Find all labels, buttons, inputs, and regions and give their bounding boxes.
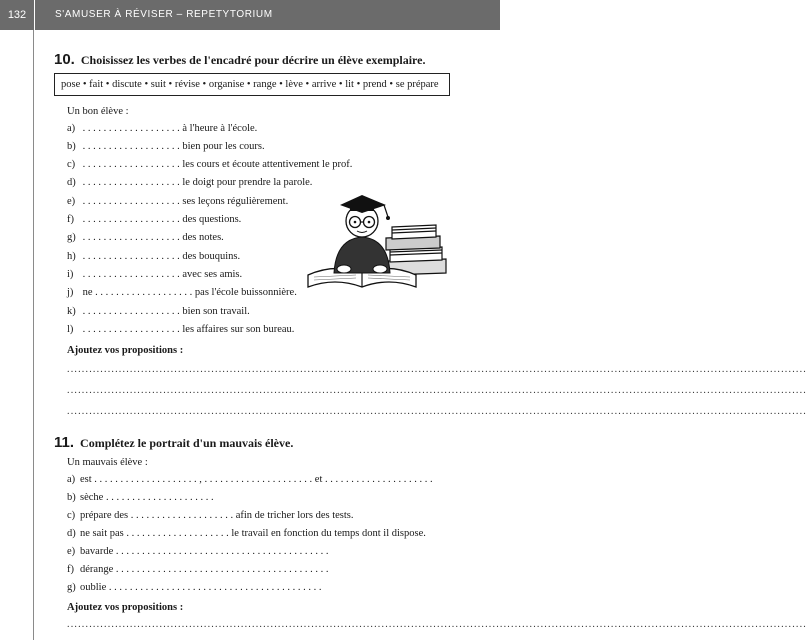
line-label: i): [67, 269, 74, 280]
line-label: l): [67, 324, 74, 335]
line-text: . . . . . . . . . . . . . . . . . . . à l'heure à l'école.: [80, 123, 258, 134]
proposals-label: Ajoutez vos propositions :: [67, 345, 184, 356]
answer-line[interactable]: ........................................................................................................................................................................................................: [67, 364, 807, 375]
exercise-line[interactable]: [67, 177, 312, 188]
line-text: . . . . . . . . . . . . . . . . . . . des bouquins.: [80, 251, 241, 262]
line-label: e): [67, 196, 76, 207]
verb-box: pose • fait • discute • suit • révise • organise • range • lève • arrive • lit • prend • se prépare: [54, 73, 450, 96]
line-text: ne . . . . . . . . . . . . . . . . . . . pas l'école buissonnière.: [80, 287, 297, 298]
line-text: . . . . . . . . . . . . . . . . . . . avec ses amis.: [80, 269, 243, 280]
line-label: g): [67, 582, 76, 593]
exercise-10-intro: Un bon élève :: [67, 106, 129, 117]
line-text: ne sait pas . . . . . . . . . . . . . . . . . . . . le travail en fonction du temps dont il dispose.: [80, 528, 426, 539]
exercise-line[interactable]: [67, 582, 322, 593]
line-label: k): [67, 306, 76, 317]
line-text: . . . . . . . . . . . . . . . . . . . les cours et écoute attentivement le prof.: [80, 159, 353, 170]
line-label: a): [67, 474, 76, 485]
line-text: . . . . . . . . . . . . . . . . . . . bien pour les cours.: [80, 141, 265, 152]
line-text: oublie . . . . . . . . . . . . . . . . . . . . . . . . . . . . . . . . . . . . . . . . .: [80, 582, 322, 593]
exercise-line[interactable]: [67, 546, 328, 557]
line-text: est . . . . . . . . . . . . . . . . . . . . , . . . . . . . . . . . . . . . . . . . . . et . . . . . . . . . . . . . . . . . . . . .: [80, 474, 433, 485]
line-text: . . . . . . . . . . . . . . . . . . . bien son travail.: [80, 306, 250, 317]
exercise-line[interactable]: [67, 232, 224, 243]
exercise-line[interactable]: [67, 159, 352, 170]
line-text: bavarde . . . . . . . . . . . . . . . . . . . . . . . . . . . . . . . . . . . . . . . . .: [80, 546, 329, 557]
line-text: . . . . . . . . . . . . . . . . . . . des notes.: [80, 232, 224, 243]
exercise-line[interactable]: [67, 306, 250, 317]
page-header: [0, 0, 500, 30]
exercise-instruction: Choisissez les verbes de l'encadré pour décrire un élève exemplaire.: [80, 53, 426, 67]
line-label: g): [67, 232, 76, 243]
exercise-line[interactable]: [67, 196, 288, 207]
graduate-student-with-books-icon: [300, 183, 450, 293]
answer-line[interactable]: ........................................................................................................................................................................................................: [67, 619, 807, 630]
header-title: S'AMUSER À RÉVISER – REPETYTORIUM: [55, 9, 273, 20]
answer-line[interactable]: ........................................................................................................................................................................................................: [67, 385, 807, 396]
line-label: c): [67, 510, 76, 521]
exercise-instruction: Complétez le portrait d'un mauvais élève.: [80, 436, 294, 450]
line-label: f): [67, 564, 74, 575]
page-number: 132: [7, 9, 27, 21]
exercise-line[interactable]: [67, 251, 240, 262]
line-label: j): [67, 287, 74, 298]
exercise-number: 11.: [54, 434, 75, 451]
line-text: . . . . . . . . . . . . . . . . . . . ses leçons régulièrement.: [80, 196, 289, 207]
exercise-line[interactable]: [67, 269, 242, 280]
exercise-11-intro: Un mauvais élève :: [67, 457, 148, 468]
line-label: d): [67, 177, 76, 188]
line-text: . . . . . . . . . . . . . . . . . . . des questions.: [80, 214, 242, 225]
line-text: prépare des . . . . . . . . . . . . . . . . . . . . afin de tricher lors des tests.: [80, 510, 354, 521]
line-label: d): [67, 528, 76, 539]
exercise-line[interactable]: [67, 324, 294, 335]
line-label: h): [67, 251, 76, 262]
header-divider: [34, 0, 35, 30]
exercise-number: 10.: [54, 51, 75, 68]
line-label: f): [67, 214, 74, 225]
exercise-line[interactable]: [67, 214, 241, 225]
exercise-10-heading: [54, 51, 425, 68]
exercise-line[interactable]: [67, 492, 214, 503]
answer-line[interactable]: ........................................................................................................................................................................................................: [67, 406, 807, 417]
exercise-line[interactable]: [67, 510, 354, 521]
margin-rule: [33, 30, 34, 640]
line-text: sèche . . . . . . . . . . . . . . . . . . . . .: [80, 492, 214, 503]
line-text: . . . . . . . . . . . . . . . . . . . le doigt pour prendre la parole.: [80, 177, 313, 188]
exercise-line[interactable]: [67, 141, 265, 152]
proposals-label: Ajoutez vos propositions :: [67, 602, 184, 613]
line-label: b): [67, 141, 76, 152]
line-text: dérange . . . . . . . . . . . . . . . . . . . . . . . . . . . . . . . . . . . . . . . . .: [80, 564, 329, 575]
exercise-line[interactable]: [67, 287, 297, 298]
exercise-11-heading: [54, 434, 293, 451]
line-text: . . . . . . . . . . . . . . . . . . . les affaires sur son bureau.: [80, 324, 295, 335]
line-label: a): [67, 123, 76, 134]
exercise-line[interactable]: [67, 123, 257, 134]
line-label: b): [67, 492, 76, 503]
exercise-line[interactable]: [67, 474, 433, 485]
line-label: c): [67, 159, 76, 170]
line-label: e): [67, 546, 76, 557]
exercise-line[interactable]: [67, 528, 426, 539]
exercise-line[interactable]: [67, 564, 328, 575]
